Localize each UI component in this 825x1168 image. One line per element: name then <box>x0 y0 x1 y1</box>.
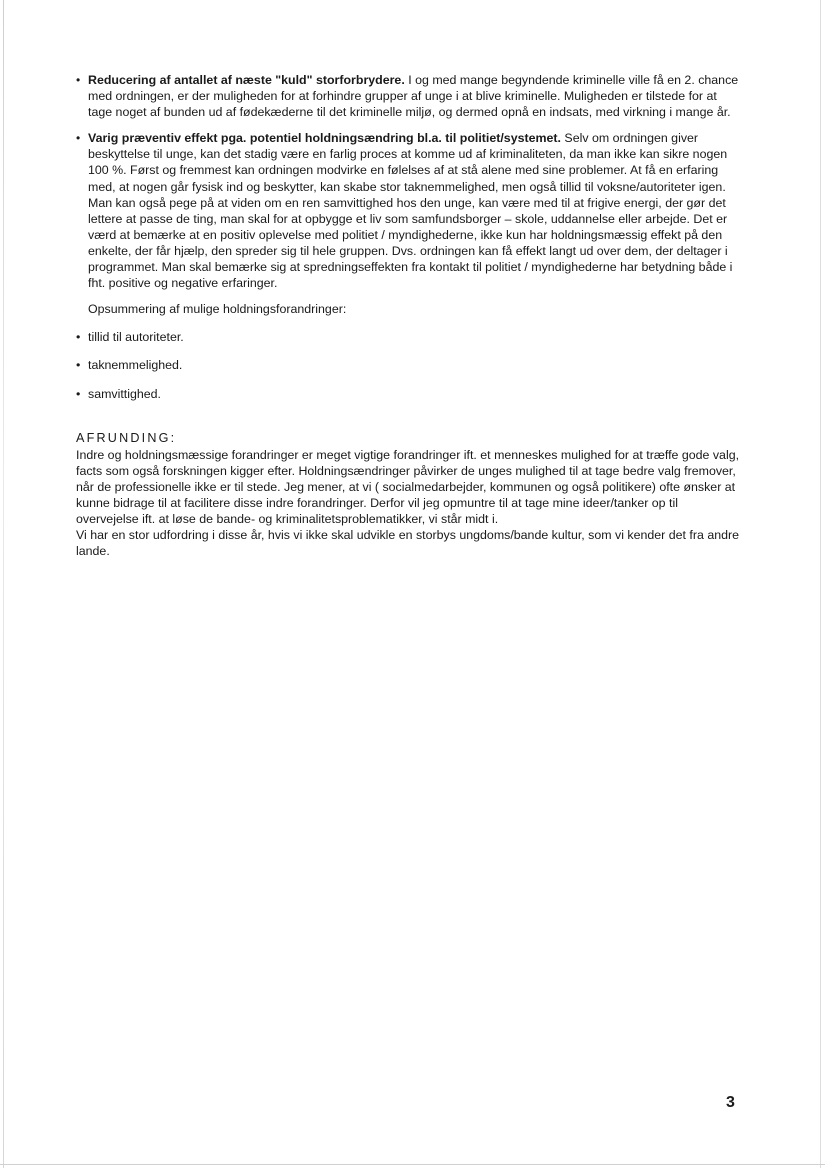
list-item <box>76 386 742 402</box>
summary-list <box>76 329 742 401</box>
scan-edge-bottom <box>0 1164 825 1165</box>
scan-edge-right <box>820 0 821 1168</box>
document-body <box>76 72 742 559</box>
bullet-body: Selv om ordningen giver beskyttelse til unge, kan det stadig være en farlig proces at komme ud af kriminaliteten, da man ikke kan sikre nogen 100 %. Først og fremmest kan ordningen modvirke en følelses af at stå alene med sine problemer. At få en erfaring med, at nogen går fysisk ind og beskytter, kan skabe stor taknemmelighed, men også tillid til voksne/autoriteter igen. Man kan også pege på at viden om en ren samvittighed hos den unge, kan være med til at frigive energi, der gør det lettere at passe de ting, man skal for at opbygge et liv som samfundsborger – skole, uddannelse eller arbejde. Det er værd at bemærke at en positiv oplevelse med politiet / myndighederne, ikke kun har holdningsmæssig effekt på den enkelte, der får hjælp, den spreder sig til hele gruppen. Dvs. ordningen kan få effekt langt ud over dem, der deltager i programmet. Man skal bemærke sig at spredningseffekten fra kontakt til politiet / myndighederne har betydning både i fht. positive og negative erfaringer. <box>88 131 733 291</box>
closing-paragraph: Indre og holdningsmæssige forandringer er meget vigtige forandringer ift. et menneskes mulighed for at træffe gode valg, facts som også forskningen kigger efter. Holdningsændringer påvirker de unges mulighed til at tage bedre valg fremover, når de professionelle ikke er til stede. Jeg mener, at vi ( socialmedarbejder, kommunen og også politikere) ofte ønsker at kunne bidrage til at facilitere disse indre forandringer. Derfor vil jeg opmuntre til at tage mine ideer/tanker op til overvejelse ift. at løse de bande- og kriminalitetsproblematikker, vi står midt i. <box>76 447 740 527</box>
bullet-dot: • <box>76 131 81 146</box>
page-number: 3 <box>726 1094 735 1111</box>
bullet-lead: Reducering af antallet af næste "kuld" storforbrydere. <box>88 73 405 87</box>
summary-intro: Opsummering af mulige holdningsforandringer: <box>88 302 347 317</box>
list-item-text: tillid til autoriteter. <box>88 330 184 345</box>
bullet-dot: • <box>76 330 81 345</box>
bullet-dot: • <box>76 358 81 373</box>
scan-edge-left <box>3 0 4 1168</box>
bullet-varig-praeventiv <box>76 130 742 291</box>
closing-paragraph: Vi har en stor udfordring i disse år, hvis vi ikke skal udvikle en storbys ungdoms/bande kultur, som vi kender det fra andre lande. <box>76 528 740 559</box>
section-heading: AFRUNDING: <box>76 430 177 445</box>
list-item <box>76 329 742 345</box>
closing-section <box>76 430 742 560</box>
bullet-reducering <box>76 72 742 120</box>
bullet-dot: • <box>76 386 81 401</box>
bullet-lead: Varig præventiv effekt pga. potentiel holdningsændring bl.a. til politiet/systemet. <box>88 131 561 146</box>
list-item-text: taknemmelighed. <box>88 358 183 373</box>
list-item <box>76 357 742 373</box>
bullet-dot: • <box>76 73 81 87</box>
list-item-text: samvittighed. <box>88 386 162 401</box>
bullet-body: I og med mange begyndende kriminelle ville få en 2. chance med ordningen, er der muligheden for at forhindre grupper af unge i at blive kriminelle. Muligheden er tilstede for at tage noget af bunden ud af fødekæderne til det kriminelle miljø, og dermed opnå en indsats, med virkning i mange år. <box>88 73 739 120</box>
